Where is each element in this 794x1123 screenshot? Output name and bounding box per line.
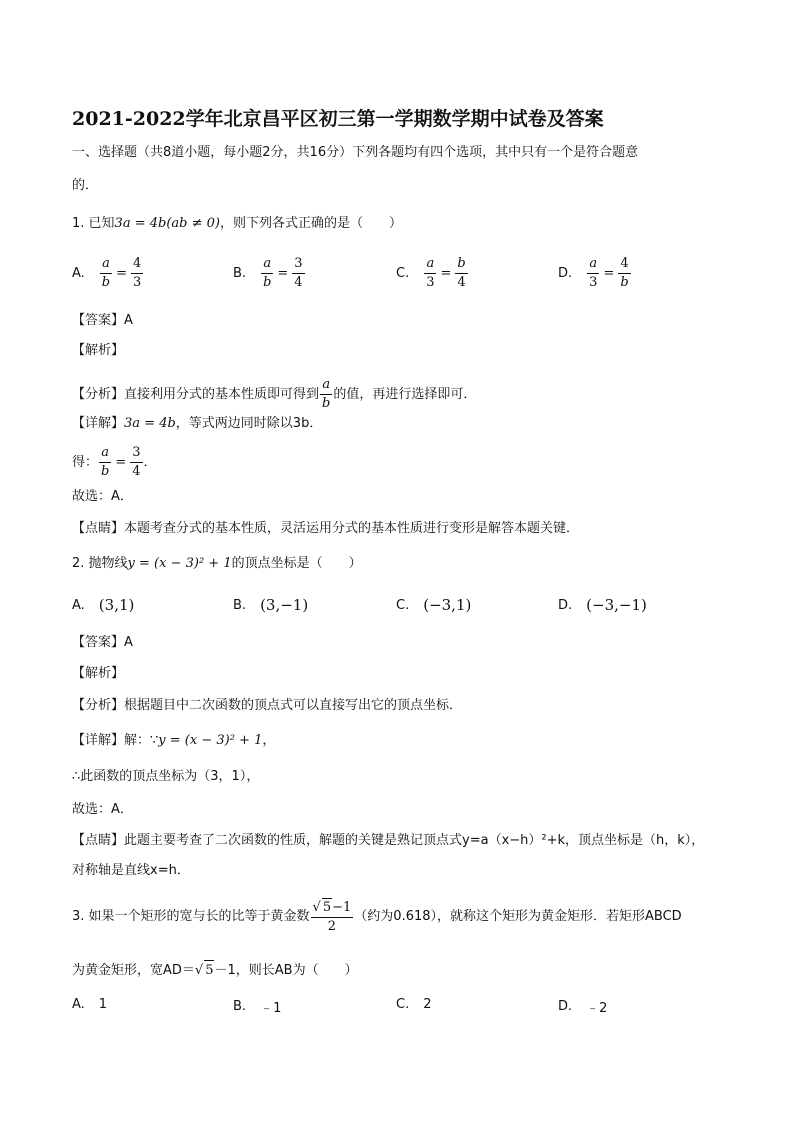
- fraction: $\frac{3}{4}$: [132, 445, 141, 479]
- q1-answer: 【答案】A: [72, 313, 133, 328]
- q3-option-b[interactable]: B. ﹣1: [233, 999, 282, 1016]
- q2-analysis-heading: 【解析】: [72, 666, 125, 681]
- section-instruction: 一、选择题（共8道小题，每小题2分，共16分）下列各题均有四个选项，其中只有一个是符合题意: [72, 145, 639, 160]
- q1-comment: 【点睛】本题考查分式的基本性质，灵活运用分式的基本性质进行变形是解答本题关键．: [72, 521, 580, 536]
- answer-value: A: [124, 313, 133, 328]
- q2-answer: 【答案】A: [72, 635, 133, 650]
- page-title: 2021-2022学年北京昌平区初三第一学期数学期中试卷及答案: [72, 108, 604, 130]
- q1-detail: 【详解】3a = 4b，等式两边同时除以3b．: [72, 416, 323, 431]
- golden-ratio-fraction: $\frac{√ 5-1}{2}$: [312, 900, 352, 934]
- fraction: $\frac{a}{b}$: [263, 256, 272, 290]
- answer-value: A: [124, 635, 133, 650]
- q2-option-c[interactable]: C. (−3,1): [396, 596, 472, 614]
- section-instruction-cont: 的．: [72, 178, 99, 193]
- fraction: $\frac{a}{3}$: [426, 256, 435, 290]
- q1-derivation: 得： $\frac{a}{b}$ = $\frac{3}{4}$ ．: [72, 445, 157, 479]
- q1-option-c[interactable]: C. $\frac{a}{3}$ = $\frac{b}{4}$: [396, 256, 466, 290]
- option-label: A.: [72, 266, 85, 281]
- question-3-stem: 3. 如果一个矩形的宽与长的比等于黄金数 $\frac{√ 5-1}{2}$ （约为0.618），就称这个矩形为黄金矩形．若矩形ABCD: [72, 900, 682, 934]
- option-label: D.: [558, 266, 573, 281]
- q2-choose: 故选：A．: [72, 802, 133, 817]
- q2-option-b[interactable]: B. (3,−1): [233, 596, 309, 614]
- question-2-stem: 2. 抛物线y = (x − 3)² + 1的顶点坐标是（ ）: [72, 556, 362, 571]
- fraction: $\frac{a}{b}$: [101, 256, 111, 290]
- q2-detail: 【详解】解：∵y = (x − 3)² + 1，: [72, 733, 276, 748]
- q2-comment: 【点睛】此题主要考查了二次函数的性质，解题的关键是熟记顶点式y=a（x−h）²+k，顶点坐标是（h，k），: [72, 833, 705, 848]
- q1-condition: 3a = 4b(ab ≠ 0): [114, 216, 220, 231]
- q2-therefore: ∴此函数的顶点坐标为（3，1），: [72, 769, 260, 784]
- q2-option-a[interactable]: A. (3,1): [72, 596, 135, 614]
- question-3-stem-cont: 为黄金矩形，宽AD＝√ 5－1，则长AB为（ ）: [72, 960, 358, 981]
- fraction: $\frac{b}{4}$: [457, 256, 466, 290]
- q1-option-a[interactable]: A. $\frac{a}{b}$ = $\frac{4}{3}$: [72, 256, 142, 290]
- q1-suffix: ，则下列各式正确的是（ ）: [219, 216, 402, 231]
- fraction: $\frac{a}{3}$: [589, 256, 598, 290]
- question-1-stem: [72, 214, 402, 234]
- fraction: $\frac{4}{b}$: [620, 256, 629, 290]
- fraction: $\frac{3}{4}$: [294, 256, 303, 290]
- q3-option-d[interactable]: D. ﹣2: [558, 999, 608, 1016]
- q2-option-d[interactable]: D. (−3,−1): [558, 596, 647, 614]
- fraction: $\frac{a}{b}$: [322, 377, 331, 411]
- q3-option-a[interactable]: A. 1: [72, 997, 108, 1012]
- q2-comment-cont: 对称轴是直线x=h．: [72, 863, 190, 878]
- option-label: B.: [233, 266, 247, 281]
- q1-analysis-heading: 【解析】: [72, 343, 125, 358]
- fraction: $\frac{a}{b}$: [101, 445, 110, 479]
- fraction: $\frac{4}{3}$: [133, 256, 142, 290]
- q1-option-b[interactable]: B. $\frac{a}{b}$ = $\frac{3}{4}$: [233, 256, 303, 290]
- q1-fenxi: 【分析】 直接利用分式的基本性质即可得到 $\frac{a}{b}$ 的值，再进行选择即可．: [72, 377, 477, 411]
- q1-option-d[interactable]: D. $\frac{a}{3}$ = $\frac{4}{b}$: [558, 256, 629, 290]
- q3-option-c[interactable]: C. 2: [396, 997, 432, 1012]
- option-label: C.: [396, 266, 410, 281]
- q1-prefix: 1. 已知: [72, 216, 115, 231]
- q2-fenxi: 【分析】根据题目中二次函数的顶点式可以直接写出它的顶点坐标．: [72, 698, 463, 713]
- q1-choose: 故选：A．: [72, 489, 133, 504]
- q2-expression: y = (x − 3)² + 1: [127, 556, 232, 571]
